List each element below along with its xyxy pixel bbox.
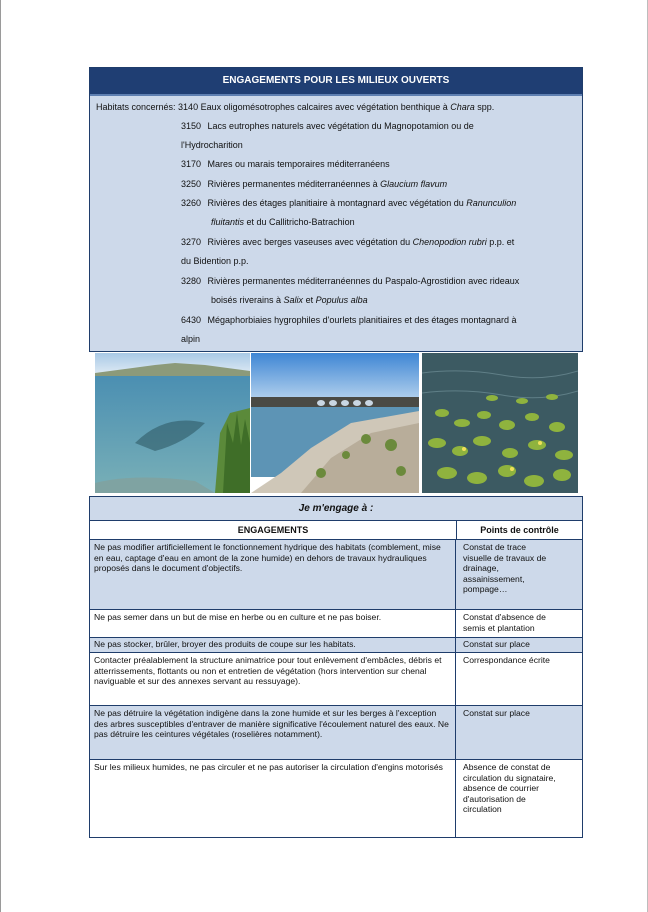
habitats-label: Habitats concernés:: [96, 102, 179, 112]
habitat-item-3250: [181, 178, 577, 190]
habitat-item-3270: [181, 236, 577, 267]
engagements-subtitle: Je m'engage à :: [90, 497, 582, 521]
photo-lake: [95, 353, 250, 493]
habitat-intro: [96, 101, 580, 113]
control-point: [457, 760, 582, 837]
habitat-text: Lacs eutrophes naturels avec végétation du Magnopotamion ou de: [207, 121, 474, 131]
habitat-text-cont: et: [303, 295, 316, 305]
control-line: Constat sur place: [463, 708, 530, 718]
habitat-taxon: Chenopodion rubri: [412, 237, 487, 247]
habitat-text: Mares ou marais temporaires méditerranéens: [207, 159, 390, 169]
engagement-text: Ne pas modifier artificiellement le fonctionnement hydrique des habitats (comblement, mise en eau, captage d'eau en amont de la zone humide) en dehors de travaux hydrauliques proposés dans le document d'objectifs.: [90, 540, 456, 609]
habitat-text: Rivières avec berges vaseuses avec végétation du: [207, 237, 413, 247]
control-line: assainissement,: [463, 573, 525, 584]
control-line: Constat d'absence de: [463, 612, 546, 622]
habitat-text-cont: du Bidention p.p.: [181, 256, 249, 266]
control-line: semis et plantation: [463, 622, 535, 633]
photo-water-lilies: [422, 353, 578, 493]
photo-strip: [89, 352, 583, 496]
table-row: [90, 638, 582, 653]
control-point: [457, 706, 582, 759]
habitat-text: Rivières permanentes méditerranéennes à: [207, 179, 381, 189]
control-line: visuelle de travaux de: [463, 552, 547, 563]
habitat-item-3170: [181, 158, 577, 170]
col-points-controle: Points de contrôle: [480, 525, 559, 535]
engagement-text: Contacter préalablement la structure animatrice pour tout enlèvement d'embâcles, débris et atterrissements, flottants ou non et entretien de végétation (hors intervention sur chenal naviguable et sur des annexes servant au ressuyage).: [90, 653, 456, 705]
engagement-text: Sur les milieux humides, ne pas circuler et ne pas autoriser la circulation d'engins motorisés: [90, 760, 456, 837]
habitat-code: 6430: [181, 315, 202, 325]
habitat-text-end: spp.: [474, 102, 495, 112]
habitat-text: p.p. et: [486, 237, 515, 247]
habitat-code: 3150: [181, 121, 202, 131]
habitat-text: Rivières permanentes méditerranéennes du Paspalo-Agrostidion avec rideaux: [207, 276, 520, 286]
habitat-text-cont: boisés riverains à: [211, 295, 284, 305]
control-line: Constat de trace: [463, 542, 527, 552]
photo-river-bank: [251, 353, 419, 493]
habitat-code: 3280: [181, 276, 202, 286]
control-line: drainage,: [463, 563, 499, 573]
habitat-text: Mégaphorbiaies hygrophiles d'ourlets planitiaires et des étages montagnard à: [207, 315, 517, 325]
habitat-taxon: Salix: [283, 295, 304, 305]
habitat-item-6430: [181, 314, 577, 345]
control-line: circulation: [463, 804, 502, 814]
habitat-taxon: Populus alba: [315, 295, 368, 305]
habitat-code: 3140: [178, 102, 199, 112]
habitats-panel: [89, 67, 583, 352]
habitat-text: Eaux oligomésotrophes calcaires avec végétation benthique à: [200, 102, 451, 112]
table-row: [90, 540, 582, 610]
table-header: [90, 521, 582, 540]
control-line: Constat sur place: [463, 639, 530, 649]
habitat-item-3280: [181, 275, 577, 306]
habitat-taxon: Chara: [450, 102, 475, 112]
engagement-text: Ne pas détruire la végétation indigène dans la zone humide et sur les berges à l'exception des arbres susceptibles d'entraver de manière significative l'écoulement naturel des eaux. Ne pas détruire les ceintures végétales (roselières notamment).: [90, 706, 456, 759]
habitat-code: 3250: [181, 179, 202, 189]
section-title: ENGAGEMENTS POUR LES MILIEUX OUVERTS: [90, 68, 582, 96]
engagements-table: [89, 496, 583, 838]
habitat-code: 3170: [181, 159, 202, 169]
control-point: [457, 540, 582, 609]
control-line: pompage…: [463, 584, 508, 594]
habitat-text-cont: l'Hydrocharition: [181, 140, 243, 150]
engagement-text: Ne pas semer dans un but de mise en herbe ou en culture et ne pas boiser.: [90, 610, 456, 637]
habitat-taxon: fluitantis: [211, 217, 245, 227]
habitat-text: Rivières des étages planitiaire à montagnard avec végétation du: [207, 198, 467, 208]
control-line: d'autorisation de: [463, 793, 526, 804]
control-point: [457, 653, 582, 705]
habitat-code: 3270: [181, 237, 202, 247]
control-line: Absence de constat de: [463, 762, 551, 772]
engagement-text: Ne pas stocker, brûler, broyer des produits de coupe sur les habitats.: [90, 638, 456, 652]
page-edge-left: [0, 0, 1, 912]
table-row: [90, 760, 582, 837]
control-point: [457, 638, 582, 652]
habitat-code: 3260: [181, 198, 202, 208]
control-line: Correspondance écrite: [463, 655, 550, 665]
habitat-item-3260: [181, 197, 577, 228]
control-line: circulation du signataire,: [463, 772, 556, 783]
col-engagements: ENGAGEMENTS: [90, 521, 457, 539]
table-row: [90, 706, 582, 760]
table-row: [90, 610, 582, 638]
habitat-text-cont: et du Callitricho-Batrachion: [244, 217, 355, 227]
table-row: [90, 653, 582, 706]
control-line: absence de courrier: [463, 783, 539, 793]
habitat-taxon: Glaucium flavum: [380, 179, 448, 189]
habitat-item-3150: [181, 120, 577, 151]
habitat-text-cont: alpin: [181, 334, 201, 344]
habitat-taxon: Ranunculion: [466, 198, 517, 208]
control-point: [457, 610, 582, 637]
